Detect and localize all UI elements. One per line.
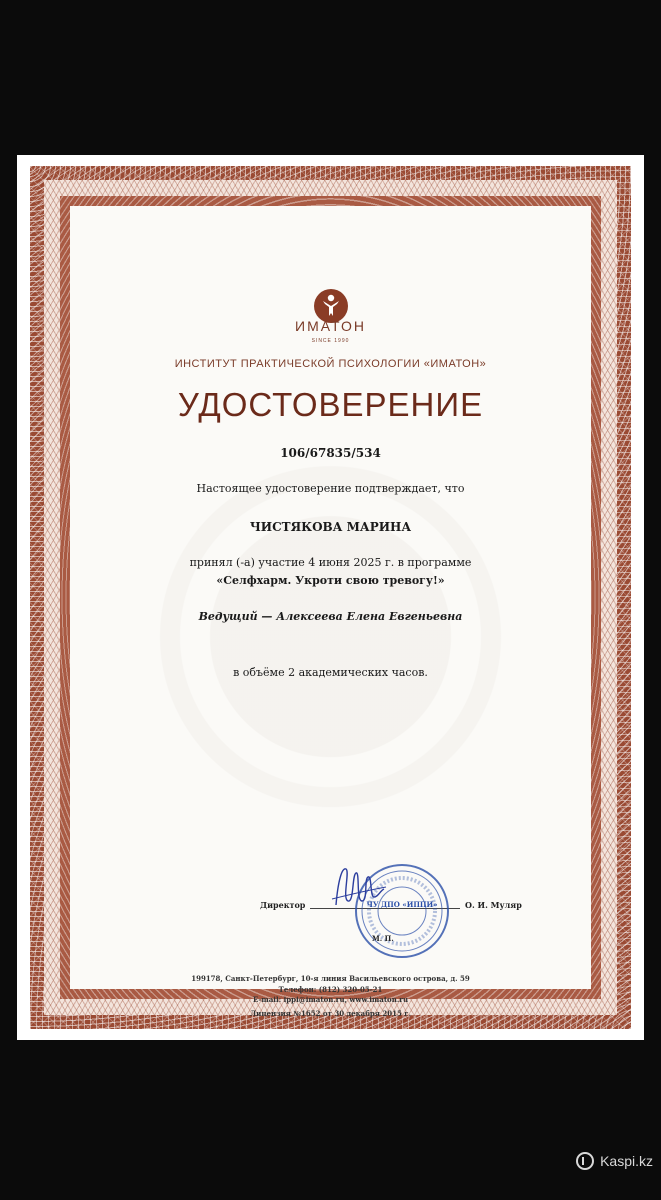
seal-place-label: М. П.: [372, 934, 394, 943]
certificate-number: 106/67835/534: [280, 446, 381, 460]
director-signature-icon: [328, 861, 388, 916]
license-text: Лицензия №1652 от 30 декабря 2015 г.: [249, 1009, 412, 1018]
stamp-text: ЧУ ДПО «ИППИ»: [366, 900, 438, 909]
address-text: 199178, Санкт-Петербург, 10-я линия Васильевского острова, д. 59: [191, 974, 470, 983]
certificate-sheet: [17, 155, 644, 1040]
participation-text: принял (-а) участие 4 июня 2025 г. в программе: [189, 556, 472, 569]
email-text: E-mail: ippi@imaton.ru, www.imaton.ru: [252, 995, 409, 1004]
watermark-text: Kaspi.kz: [600, 1153, 653, 1169]
volume-text: в объёме 2 академических часов.: [233, 666, 428, 679]
host-name: Ведущий — Алексеева Елена Евгеньевна: [198, 610, 463, 623]
confirm-text: Настоящее удостоверение подтверждает, что: [196, 482, 465, 495]
phone-text: Телефон: (812) 320-05-21: [278, 985, 383, 994]
ornamental-frame: [30, 166, 631, 1029]
recipient-name: ЧИСТЯКОВА МАРИНА: [249, 520, 412, 534]
director-name: О. И. Муляр: [465, 900, 522, 910]
document-title: УДОСТОВЕРЕНИЕ: [177, 386, 484, 423]
kaspi-logo-icon: [576, 1152, 594, 1170]
brand-name: ИМАТОН: [295, 318, 366, 334]
institute-name: ИНСТИТУТ ПРАКТИЧЕСКОЙ ПСИХОЛОГИИ «ИМАТОН»: [174, 358, 487, 370]
kaspi-watermark: [576, 1152, 653, 1170]
brand-since: SINCE 1990: [311, 338, 350, 344]
program-name: «Селфхарм. Укроти свою тревогу!»: [216, 574, 445, 587]
director-label: Директор: [260, 900, 306, 910]
certificate-content: [70, 206, 591, 1018]
